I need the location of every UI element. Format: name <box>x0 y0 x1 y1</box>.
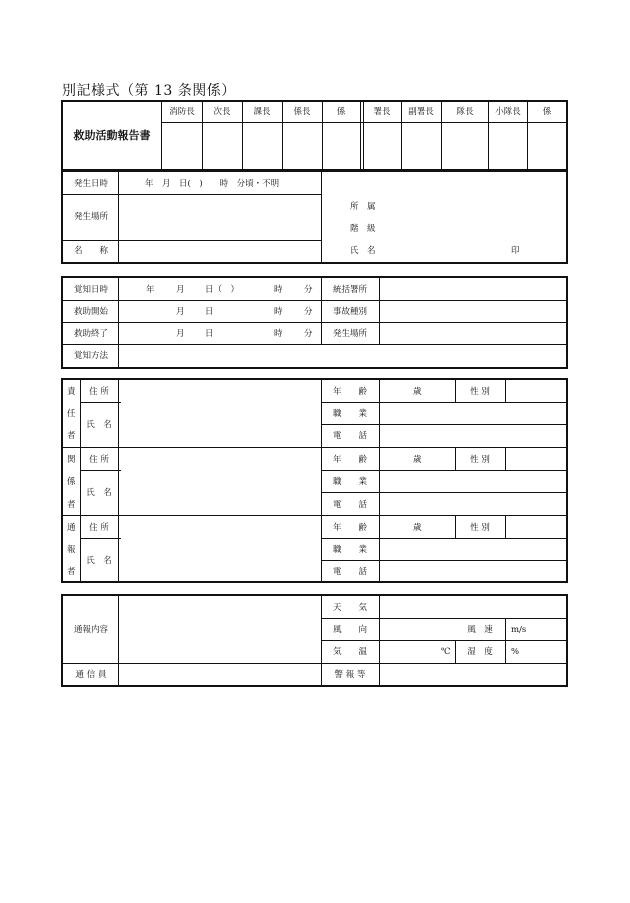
accident-type-label: 事故種別 <box>332 307 368 317</box>
stamp-label-section-chief: 課長 <box>253 107 271 117</box>
reporter-phone-label: 電 話 <box>332 567 368 577</box>
report-title: 救助活動報告書 <box>73 129 151 142</box>
incident-datetime-label: 発生日時 <box>73 179 109 189</box>
related-name-label: 氏 名 <box>86 488 112 498</box>
affiliation-label: 所 属 <box>350 202 376 212</box>
reporter-name-label: 氏 名 <box>350 246 376 256</box>
incident-info-table <box>61 170 568 264</box>
start-month-unit: 月 <box>176 307 185 317</box>
occurrence-place-label: 発生場所 <box>332 329 368 339</box>
wind-direction-label: 風 向 <box>332 625 368 635</box>
reporter-address-label: 住 所 <box>89 523 109 533</box>
group-responsible-char-1: 責 <box>67 387 76 397</box>
related-job-label: 職 業 <box>332 477 368 487</box>
aware-minute-unit: 分 <box>304 285 313 295</box>
group-related-char-2: 係 <box>67 477 76 487</box>
stamp-label-station-chief: 署長 <box>373 107 391 117</box>
end-hour-unit: 時 <box>274 329 283 339</box>
reporter-job-label: 職 業 <box>332 545 368 555</box>
reporter-age-unit: 歳 <box>413 523 422 533</box>
group-related-char-1: 関 <box>67 455 76 465</box>
aware-hour-unit: 時 <box>274 285 283 295</box>
stamp-label-captain: 隊長 <box>456 107 474 117</box>
aware-month-unit: 月 <box>176 285 185 295</box>
related-age-label: 年 齢 <box>332 455 368 465</box>
stamp-label-fire-chief: 消防長 <box>169 107 195 117</box>
facility-name-label: 名 称 <box>73 246 109 256</box>
temperature-unit: ℃ <box>441 647 451 657</box>
end-day-unit: 日 <box>205 329 214 339</box>
related-sex-label: 性 別 <box>470 455 490 465</box>
related-phone-label: 電 話 <box>332 500 368 510</box>
stamp-label-deputy-station-chief: 副署長 <box>408 107 434 117</box>
aware-datetime-label: 覚知日時 <box>73 285 109 295</box>
start-day-unit: 日 <box>205 307 214 317</box>
responsible-phone-label: 電 話 <box>332 431 368 441</box>
group-reporter-char-1: 通 <box>67 523 76 533</box>
incident-place-label: 発生場所 <box>73 212 109 222</box>
approval-stamp-table <box>61 100 568 171</box>
group-responsible-char-2: 任 <box>67 409 76 419</box>
wind-speed-label: 風 速 <box>467 625 493 635</box>
warnings-label: 警 報 等 <box>334 670 366 680</box>
group-responsible-char-3: 者 <box>67 431 76 441</box>
reporter-sex-label: 性 別 <box>470 523 490 533</box>
responsible-age-unit: 歳 <box>413 387 422 397</box>
reporter-age-label: 年 齢 <box>332 523 368 533</box>
seal-mark: 印 <box>511 246 520 256</box>
responsible-name-label: 氏 名 <box>86 420 112 430</box>
responsible-age-label: 年 齢 <box>332 387 368 397</box>
report-content-label: 通報内容 <box>73 625 109 635</box>
related-age-unit: 歳 <box>413 455 422 465</box>
operator-label: 通 信 員 <box>75 670 107 680</box>
persons-table <box>61 378 568 583</box>
end-minute-unit: 分 <box>304 329 313 339</box>
report-weather-table <box>61 594 568 687</box>
humidity-unit: % <box>511 647 520 657</box>
incident-datetime-value: 年 月 日( ) 時 分頃・不明 <box>145 179 280 189</box>
wind-speed-unit: m/s <box>511 625 527 635</box>
stamp-label-staff-right: 係 <box>542 107 552 117</box>
aware-year-unit: 年 <box>146 285 155 295</box>
responsible-sex-label: 性 別 <box>470 387 490 397</box>
related-address-label: 住 所 <box>89 455 109 465</box>
rescue-end-label: 救助終了 <box>73 329 109 339</box>
start-minute-unit: 分 <box>304 307 313 317</box>
group-reporter-char-3: 者 <box>67 567 76 577</box>
aware-method-label: 覚知方法 <box>73 351 109 361</box>
temperature-label: 気 温 <box>332 647 368 657</box>
group-related-char-3: 者 <box>67 500 76 510</box>
form-title: 別記様式（第 13 条関係） <box>62 83 236 99</box>
command-station-label: 統括署所 <box>332 285 368 295</box>
group-reporter-char-2: 報 <box>67 545 76 555</box>
stamp-label-subsection-chief: 係長 <box>293 107 311 117</box>
rescue-start-label: 救助開始 <box>73 307 109 317</box>
stamp-label-platoon-leader: 小隊長 <box>495 107 521 117</box>
timeline-table <box>61 276 568 369</box>
reporter-name-field-label: 氏 名 <box>86 556 112 566</box>
stamp-label-deputy-chief: 次長 <box>213 107 231 117</box>
start-hour-unit: 時 <box>274 307 283 317</box>
humidity-label: 湿 度 <box>467 647 493 657</box>
responsible-address-label: 住 所 <box>89 387 109 397</box>
responsible-job-label: 職 業 <box>332 409 368 419</box>
end-month-unit: 月 <box>176 329 185 339</box>
rank-label: 階 級 <box>350 224 376 234</box>
stamp-label-staff-left: 係 <box>336 107 346 117</box>
weather-label: 天 気 <box>332 603 368 613</box>
aware-day-unit: 日（ ） <box>205 285 240 295</box>
